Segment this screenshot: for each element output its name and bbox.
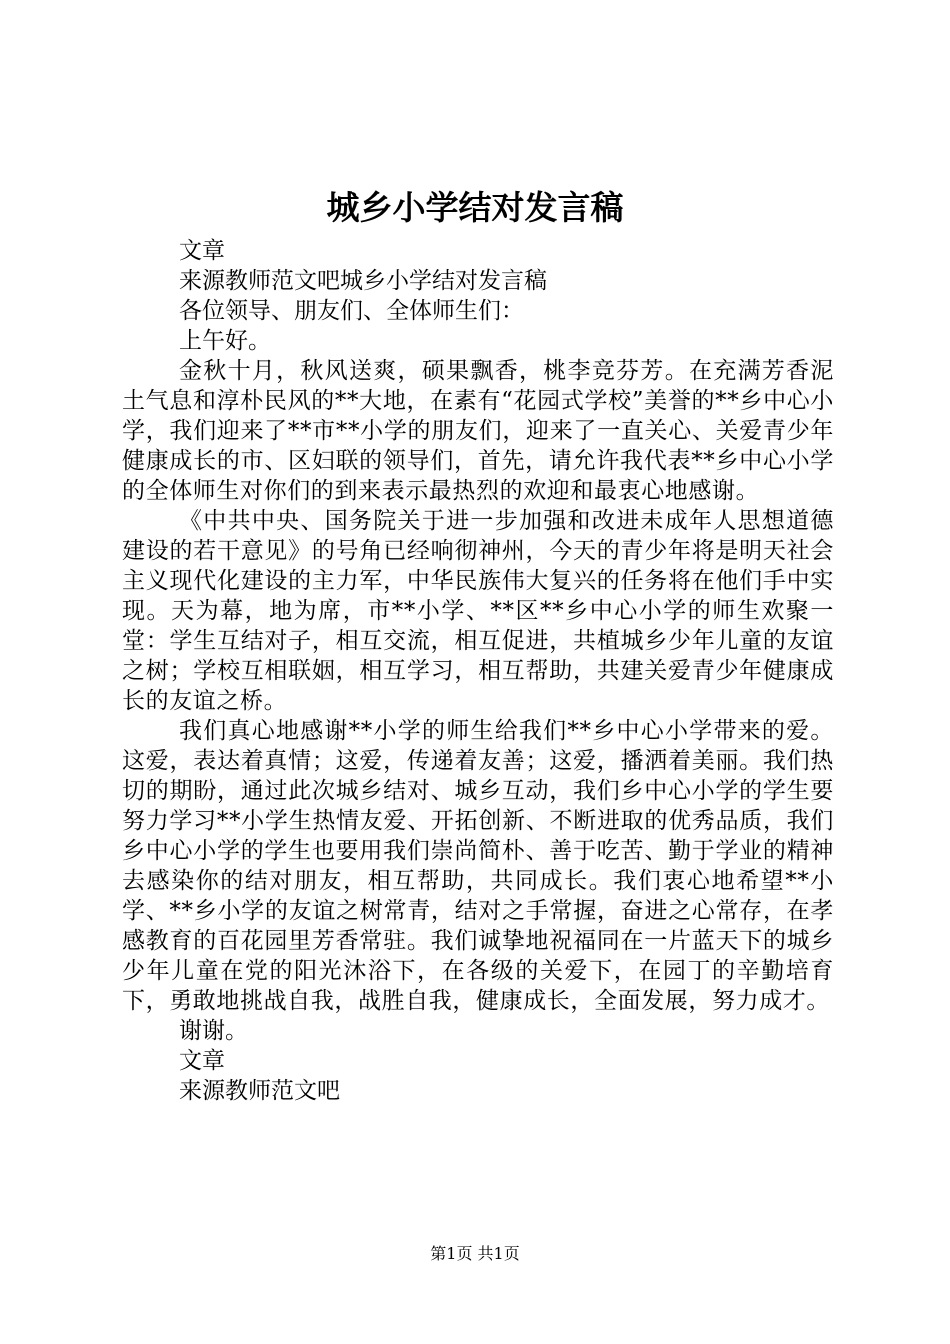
document-title: 城乡小学结对发言稿 [326, 188, 624, 227]
closing-source: 来源教师范文吧 [179, 1078, 340, 1104]
closing-thanks: 谢谢。 [179, 1018, 248, 1044]
header-line-article: 文章 [179, 238, 225, 264]
header-line-source: 来源教师范文吧城乡小学结对发言稿 [179, 268, 547, 294]
salutation: 各位领导、朋友们、全体师生们： [179, 298, 524, 324]
paragraph-1: 金秋十月，秋风送爽，硕果飘香，桃李竞芬芳。在充满芳香泥土气息和淳朴民风的**大地，在素有“花园式学校”美誉的**乡中心小学，我们迎来了**市**小学的朋友们，迎来了一直关心、关爱青少年健康成长的市、区妇联的领导们，首先，请允许我代表**乡中心小学的全体师生对你们的到来表示最热烈的欢迎和最衷心地感谢。 [122, 358, 834, 504]
paragraph-3: 我们真心地感谢**小学的师生给我们**乡中心小学带来的爱。这爱，表达着真情；这爱，传递着友善；这爱，播洒着美丽。我们热切的期盼，通过此次城乡结对、城乡互动，我们乡中心小学的学生要努力学习**小学生热情友爱、开拓创新、不断进取的优秀品质，我们乡中心小学的学生也要用我们崇尚简朴、善于吃苦、勤于学业的精神去感染你的结对朋友，相互帮助，共同成长。我们衷心地希望**小学、**乡小学的友谊之树常青，结对之手常握，奋进之心常存，在孝感教育的百花园里芳香常驻。我们诚挚地祝福同在一片蓝天下的城乡少年儿童在党的阳光沐浴下，在各级的关爱下，在园丁的辛勤培育下，勇敢地挑战自我，战胜自我，健康成长，全面发展，努力成才。 [122, 718, 834, 1014]
closing-article: 文章 [179, 1048, 225, 1074]
document-body [122, 236, 834, 1106]
greeting: 上午好。 [179, 328, 271, 354]
page-number-footer: 第1页 共1页 [430, 1244, 520, 1263]
paragraph-2: 《中共中央、国务院关于进一步加强和改进未成年人思想道德建设的若干意见》的号角已经响彻神州，今天的青少年将是明天社会主义现代化建设的主力军，中华民族伟大复兴的任务将在他们手中实现。天为幕，地为席，市**小学、**区**乡中心小学的师生欢聚一堂：学生互结对子，相互交流，相互促进，共植城乡少年儿童的友谊之树；学校互相联姻，相互学习，相互帮助，共建关爱青少年健康成长的友谊之桥。 [122, 508, 834, 714]
